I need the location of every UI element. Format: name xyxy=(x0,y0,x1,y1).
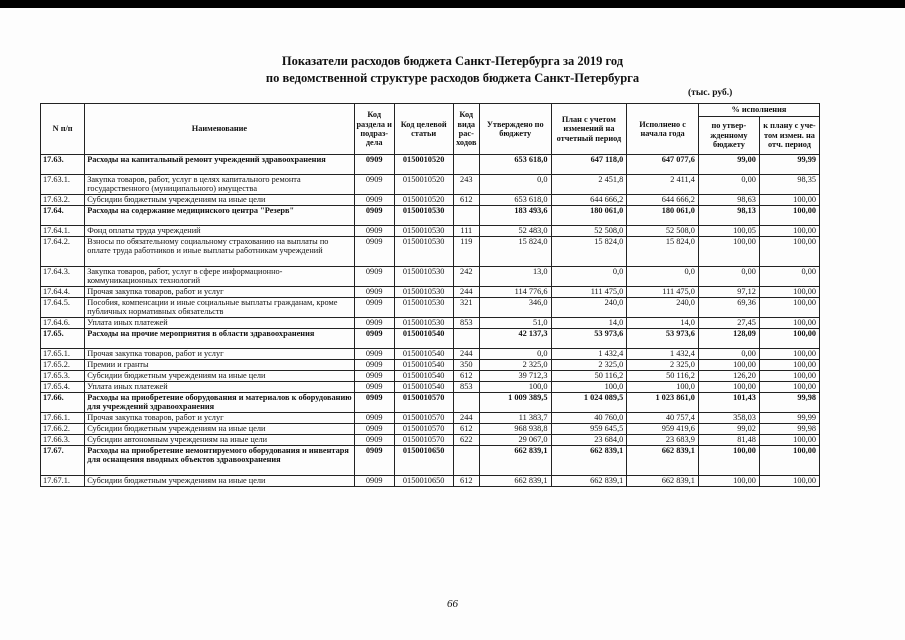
row-name: Субсидии автономным учреждениям на иные цели xyxy=(85,435,354,446)
row-kind-code: 612 xyxy=(453,371,479,382)
row-kind-code: 853 xyxy=(453,318,479,329)
row-num: 17.64.6. xyxy=(41,318,85,329)
row-name: Расходы на прочие мероприятия в области здравоохранения xyxy=(85,329,354,349)
report-title-line2: по ведомственной структуре расходов бюджета Санкт-Петербурга xyxy=(265,71,640,85)
row-executed: 0,0 xyxy=(627,267,699,287)
row-kind-code: 111 xyxy=(453,226,479,237)
row-executed: 111 475,0 xyxy=(627,287,699,298)
header-name: Наименование xyxy=(85,104,354,155)
row-kind-code: 244 xyxy=(453,287,479,298)
row-pct-approved: 100,00 xyxy=(698,360,759,371)
row-section-code: 0909 xyxy=(354,435,394,446)
table-row xyxy=(41,329,820,349)
row-approved: 100,0 xyxy=(479,382,551,393)
row-pct-approved: 100,00 xyxy=(698,237,759,267)
row-approved: 968 938,8 xyxy=(479,424,551,435)
row-kind-code: 244 xyxy=(453,349,479,360)
row-plan: 53 973,6 xyxy=(551,329,627,349)
row-pct-approved: 99,00 xyxy=(698,155,759,175)
table-row xyxy=(41,287,820,298)
row-kind-code: 612 xyxy=(453,424,479,435)
row-name: Прочая закупка товаров, работ и услуг xyxy=(85,349,354,360)
row-target-code: 0150010530 xyxy=(394,226,453,237)
table-row xyxy=(41,175,820,195)
row-num: 17.66.2. xyxy=(41,424,85,435)
row-approved: 346,0 xyxy=(479,298,551,318)
row-plan: 662 839,1 xyxy=(551,476,627,487)
row-pct-plan: 100,00 xyxy=(759,318,819,329)
row-executed: 240,0 xyxy=(627,298,699,318)
row-pct-approved: 69,36 xyxy=(698,298,759,318)
page-number: 66 xyxy=(447,598,458,610)
row-kind-code xyxy=(453,393,479,413)
table-row xyxy=(41,267,820,287)
table-row xyxy=(41,298,820,318)
row-target-code: 0150010530 xyxy=(394,298,453,318)
row-name: Расходы на приобретение немонтируемого оборудования и инвентаря для оснащения вводных объектов здравоохранения xyxy=(85,446,354,476)
expenditure-table xyxy=(40,103,820,487)
row-approved: 0,0 xyxy=(479,349,551,360)
row-num: 17.65.3. xyxy=(41,371,85,382)
row-section-code: 0909 xyxy=(354,155,394,175)
table-row xyxy=(41,476,820,487)
row-executed: 50 116,2 xyxy=(627,371,699,382)
row-pct-plan: 100,00 xyxy=(759,360,819,371)
row-pct-plan: 99,98 xyxy=(759,424,819,435)
row-num: 17.66.1. xyxy=(41,413,85,424)
row-plan: 647 118,0 xyxy=(551,155,627,175)
row-approved: 11 383,7 xyxy=(479,413,551,424)
row-target-code: 0150010570 xyxy=(394,393,453,413)
row-target-code: 0150010520 xyxy=(394,155,453,175)
row-pct-approved: 100,00 xyxy=(698,476,759,487)
row-num: 17.66.3. xyxy=(41,435,85,446)
row-kind-code: 612 xyxy=(453,195,479,206)
table-row xyxy=(41,382,820,393)
header-pct-plan: к плану с уче-том измен. на отч. период xyxy=(759,117,819,155)
row-plan: 2 451,8 xyxy=(551,175,627,195)
row-executed: 53 973,6 xyxy=(627,329,699,349)
row-target-code: 0150010570 xyxy=(394,435,453,446)
row-section-code: 0909 xyxy=(354,349,394,360)
row-pct-plan: 100,00 xyxy=(759,329,819,349)
row-executed: 23 683,9 xyxy=(627,435,699,446)
row-num: 17.63.1. xyxy=(41,175,85,195)
row-target-code: 0150010570 xyxy=(394,424,453,435)
row-name: Расходы на приобретение оборудования и материалов к оборудованию для учреждений здравоохранения xyxy=(85,393,354,413)
row-plan: 50 116,2 xyxy=(551,371,627,382)
row-section-code: 0909 xyxy=(354,446,394,476)
row-plan: 662 839,1 xyxy=(551,446,627,476)
row-approved: 653 618,0 xyxy=(479,155,551,175)
row-kind-code xyxy=(453,206,479,226)
row-kind-code: 622 xyxy=(453,435,479,446)
row-name: Субсидии бюджетным учреждениям на иные цели xyxy=(85,424,354,435)
row-name: Взносы по обязательному социальному страхованию на выплаты по оплате труда работников и иные выплаты работникам учреждений xyxy=(85,237,354,267)
table-row xyxy=(41,446,820,476)
row-pct-plan: 100,00 xyxy=(759,226,819,237)
row-pct-plan: 0,00 xyxy=(759,267,819,287)
row-approved: 662 839,1 xyxy=(479,446,551,476)
row-executed: 52 508,0 xyxy=(627,226,699,237)
row-plan: 111 475,0 xyxy=(551,287,627,298)
row-approved: 52 483,0 xyxy=(479,226,551,237)
row-plan: 40 760,0 xyxy=(551,413,627,424)
row-pct-approved: 99,02 xyxy=(698,424,759,435)
row-plan: 0,0 xyxy=(551,267,627,287)
row-num: 17.63. xyxy=(41,155,85,175)
row-section-code: 0909 xyxy=(354,287,394,298)
row-target-code: 0150010650 xyxy=(394,476,453,487)
table-row xyxy=(41,424,820,435)
row-kind-code: 853 xyxy=(453,382,479,393)
row-target-code: 0150010530 xyxy=(394,206,453,226)
row-name: Прочая закупка товаров, работ и услуг xyxy=(85,287,354,298)
row-executed: 662 839,1 xyxy=(627,446,699,476)
row-pct-plan: 99,99 xyxy=(759,413,819,424)
row-name: Закупка товаров, работ, услуг в целях капитального ремонта государственного (муниципального) имущества xyxy=(85,175,354,195)
row-section-code: 0909 xyxy=(354,267,394,287)
table-row xyxy=(41,155,820,175)
row-pct-plan: 100,00 xyxy=(759,476,819,487)
row-approved: 39 712,3 xyxy=(479,371,551,382)
table-body xyxy=(41,155,820,487)
row-pct-plan: 99,98 xyxy=(759,393,819,413)
units-note: (тыс. руб.) xyxy=(688,88,733,98)
row-num: 17.64.3. xyxy=(41,267,85,287)
row-target-code: 0150010540 xyxy=(394,382,453,393)
row-approved: 42 137,3 xyxy=(479,329,551,349)
row-section-code: 0909 xyxy=(354,424,394,435)
row-num: 17.65.4. xyxy=(41,382,85,393)
row-target-code: 0150010540 xyxy=(394,349,453,360)
row-executed: 2 325,0 xyxy=(627,360,699,371)
row-pct-approved: 98,63 xyxy=(698,195,759,206)
row-executed: 2 411,4 xyxy=(627,175,699,195)
row-plan: 2 325,0 xyxy=(551,360,627,371)
row-name: Прочая закупка товаров, работ и услуг xyxy=(85,413,354,424)
row-section-code: 0909 xyxy=(354,195,394,206)
row-name: Пособия, компенсации и иные социальные выплаты гражданам, кроме публичных нормативных обязательств xyxy=(85,298,354,318)
row-num: 17.65. xyxy=(41,329,85,349)
row-num: 17.63.2. xyxy=(41,195,85,206)
row-plan: 23 684,0 xyxy=(551,435,627,446)
row-target-code: 0150010530 xyxy=(394,287,453,298)
row-pct-approved: 0,00 xyxy=(698,349,759,360)
row-approved: 653 618,0 xyxy=(479,195,551,206)
row-pct-approved: 358,03 xyxy=(698,413,759,424)
row-pct-approved: 0,00 xyxy=(698,267,759,287)
row-plan: 15 824,0 xyxy=(551,237,627,267)
row-pct-approved: 27,45 xyxy=(698,318,759,329)
row-pct-plan: 100,00 xyxy=(759,371,819,382)
row-pct-plan: 98,35 xyxy=(759,175,819,195)
header-approved: Утверждено по бюджету xyxy=(479,104,551,155)
row-target-code: 0150010540 xyxy=(394,329,453,349)
table-row xyxy=(41,226,820,237)
row-approved: 183 493,6 xyxy=(479,206,551,226)
row-pct-approved: 97,12 xyxy=(698,287,759,298)
row-num: 17.66. xyxy=(41,393,85,413)
row-section-code: 0909 xyxy=(354,206,394,226)
row-approved: 114 776,6 xyxy=(479,287,551,298)
row-executed: 647 077,6 xyxy=(627,155,699,175)
row-approved: 29 067,0 xyxy=(479,435,551,446)
row-approved: 2 325,0 xyxy=(479,360,551,371)
row-section-code: 0909 xyxy=(354,393,394,413)
row-target-code: 0150010520 xyxy=(394,195,453,206)
row-num: 17.65.1. xyxy=(41,349,85,360)
row-target-code: 0150010650 xyxy=(394,446,453,476)
row-name: Расходы на содержание медицинского центра "Резерв" xyxy=(85,206,354,226)
row-pct-plan: 100,00 xyxy=(759,298,819,318)
row-name: Фонд оплаты труда учреждений xyxy=(85,226,354,237)
row-approved: 0,0 xyxy=(479,175,551,195)
row-kind-code xyxy=(453,446,479,476)
row-pct-plan: 100,00 xyxy=(759,206,819,226)
row-name: Уплата иных платежей xyxy=(85,382,354,393)
row-executed: 1 432,4 xyxy=(627,349,699,360)
table-row xyxy=(41,393,820,413)
row-pct-approved: 100,00 xyxy=(698,382,759,393)
row-name: Премии и гранты xyxy=(85,360,354,371)
row-pct-plan: 99,99 xyxy=(759,155,819,175)
table-row xyxy=(41,349,820,360)
row-name: Закупка товаров, работ, услуг в сфере информационно-коммуникационных технологий xyxy=(85,267,354,287)
row-kind-code xyxy=(453,329,479,349)
row-num: 17.65.2. xyxy=(41,360,85,371)
row-executed: 662 839,1 xyxy=(627,476,699,487)
report-title-line1: Показатели расходов бюджета Санкт-Петербурга за 2019 год xyxy=(281,54,624,68)
row-pct-approved: 101,43 xyxy=(698,393,759,413)
row-name: Субсидии бюджетным учреждениям на иные цели xyxy=(85,476,354,487)
row-plan: 240,0 xyxy=(551,298,627,318)
header-kind-code: Код вида рас-ходов xyxy=(453,104,479,155)
row-executed: 959 419,6 xyxy=(627,424,699,435)
row-target-code: 0150010530 xyxy=(394,237,453,267)
row-kind-code: 612 xyxy=(453,476,479,487)
row-approved: 15 824,0 xyxy=(479,237,551,267)
row-section-code: 0909 xyxy=(354,360,394,371)
table-row xyxy=(41,360,820,371)
row-approved: 662 839,1 xyxy=(479,476,551,487)
row-executed: 15 824,0 xyxy=(627,237,699,267)
row-kind-code: 321 xyxy=(453,298,479,318)
table-row xyxy=(41,195,820,206)
row-pct-plan: 100,00 xyxy=(759,446,819,476)
row-target-code: 0150010540 xyxy=(394,360,453,371)
header-plan: План с учетом изменений на отчетный период xyxy=(551,104,627,155)
header-executed: Исполнено с начала года xyxy=(627,104,699,155)
row-plan: 100,0 xyxy=(551,382,627,393)
header-pct-approved: по утвер-жденному бюджету xyxy=(698,117,759,155)
table-row xyxy=(41,206,820,226)
row-target-code: 0150010570 xyxy=(394,413,453,424)
row-name: Субсидии бюджетным учреждениям на иные цели xyxy=(85,371,354,382)
row-kind-code xyxy=(453,155,479,175)
row-section-code: 0909 xyxy=(354,413,394,424)
row-executed: 14,0 xyxy=(627,318,699,329)
row-section-code: 0909 xyxy=(354,382,394,393)
row-num: 17.64.2. xyxy=(41,237,85,267)
row-section-code: 0909 xyxy=(354,371,394,382)
row-pct-approved: 100,05 xyxy=(698,226,759,237)
row-executed: 40 757,4 xyxy=(627,413,699,424)
row-target-code: 0150010530 xyxy=(394,267,453,287)
row-plan: 644 666,2 xyxy=(551,195,627,206)
row-pct-plan: 100,00 xyxy=(759,195,819,206)
row-executed: 100,0 xyxy=(627,382,699,393)
row-pct-plan: 100,00 xyxy=(759,237,819,267)
row-target-code: 0150010540 xyxy=(394,371,453,382)
row-section-code: 0909 xyxy=(354,318,394,329)
row-num: 17.64. xyxy=(41,206,85,226)
row-plan: 180 061,0 xyxy=(551,206,627,226)
row-approved: 1 009 389,5 xyxy=(479,393,551,413)
row-name: Субсидии бюджетным учреждениям на иные цели xyxy=(85,195,354,206)
row-pct-plan: 100,00 xyxy=(759,349,819,360)
table-row xyxy=(41,371,820,382)
row-name: Расходы на капитальный ремонт учреждений здравоохранения xyxy=(85,155,354,175)
row-pct-approved: 98,13 xyxy=(698,206,759,226)
row-executed: 1 023 861,0 xyxy=(627,393,699,413)
row-section-code: 0909 xyxy=(354,298,394,318)
header-target-code: Код целевой статьи xyxy=(394,104,453,155)
row-kind-code: 242 xyxy=(453,267,479,287)
row-kind-code: 244 xyxy=(453,413,479,424)
row-executed: 644 666,2 xyxy=(627,195,699,206)
row-name: Уплата иных платежей xyxy=(85,318,354,329)
table-row xyxy=(41,318,820,329)
row-kind-code: 243 xyxy=(453,175,479,195)
row-plan: 1 432,4 xyxy=(551,349,627,360)
row-num: 17.67. xyxy=(41,446,85,476)
row-kind-code: 350 xyxy=(453,360,479,371)
table-row xyxy=(41,435,820,446)
header-section-code: Код раздела и подраз-дела xyxy=(354,104,394,155)
row-pct-approved: 0,00 xyxy=(698,175,759,195)
row-pct-plan: 100,00 xyxy=(759,287,819,298)
row-approved: 13,0 xyxy=(479,267,551,287)
row-kind-code: 119 xyxy=(453,237,479,267)
row-pct-approved: 81,48 xyxy=(698,435,759,446)
row-pct-plan: 100,00 xyxy=(759,382,819,393)
row-section-code: 0909 xyxy=(354,237,394,267)
row-pct-plan: 100,00 xyxy=(759,435,819,446)
row-plan: 52 508,0 xyxy=(551,226,627,237)
row-plan: 1 024 089,5 xyxy=(551,393,627,413)
row-target-code: 0150010520 xyxy=(394,175,453,195)
document-page xyxy=(0,8,905,640)
row-num: 17.67.1. xyxy=(41,476,85,487)
row-approved: 51,0 xyxy=(479,318,551,329)
table-row xyxy=(41,237,820,267)
row-plan: 959 645,5 xyxy=(551,424,627,435)
header-pct-group: % исполнения xyxy=(698,104,819,117)
row-section-code: 0909 xyxy=(354,476,394,487)
row-pct-approved: 100,00 xyxy=(698,446,759,476)
row-target-code: 0150010530 xyxy=(394,318,453,329)
row-section-code: 0909 xyxy=(354,329,394,349)
row-num: 17.64.5. xyxy=(41,298,85,318)
row-pct-approved: 128,09 xyxy=(698,329,759,349)
row-executed: 180 061,0 xyxy=(627,206,699,226)
row-pct-approved: 126,20 xyxy=(698,371,759,382)
row-section-code: 0909 xyxy=(354,226,394,237)
row-num: 17.64.4. xyxy=(41,287,85,298)
row-num: 17.64.1. xyxy=(41,226,85,237)
header-num: N п/п xyxy=(41,104,85,155)
row-plan: 14,0 xyxy=(551,318,627,329)
table-row xyxy=(41,413,820,424)
row-section-code: 0909 xyxy=(354,175,394,195)
